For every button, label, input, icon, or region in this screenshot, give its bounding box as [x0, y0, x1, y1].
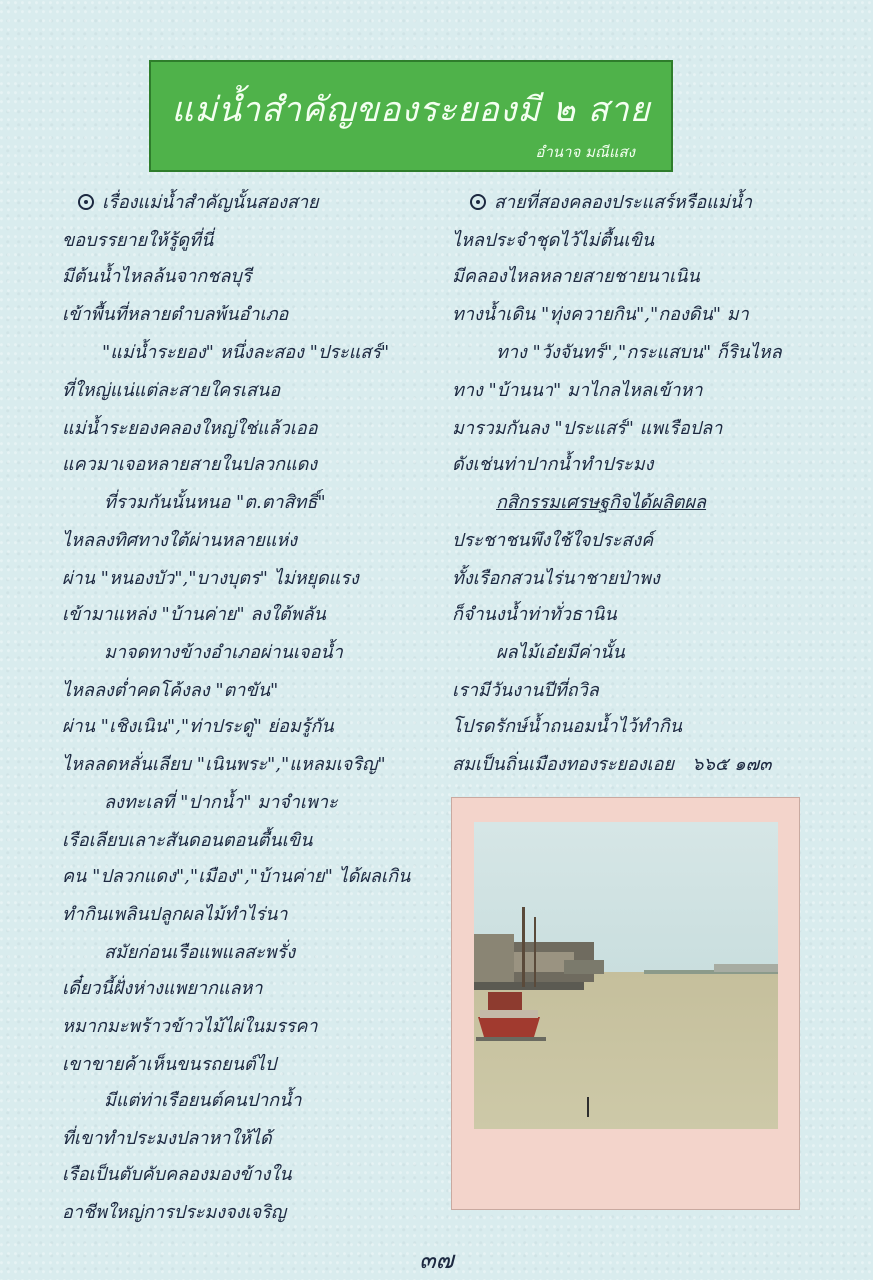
- poem-line: ผลไม้เอ๋ยมีค่านั้น: [496, 642, 625, 663]
- poem-line: แควมาเจอหลายสายในปลวกแดง: [62, 454, 318, 475]
- poem-line: เขาขายค้าเห็นขนรถยนต์ไป: [62, 1054, 277, 1075]
- poem-line: ที่รวมกันนั้นหนอ "ต.ตาสิทธิ์": [104, 492, 326, 513]
- poem-line: สมเป็นถิ่นเมืองทองระยองเอย ๖๖๕ ๑๗๓: [452, 754, 772, 775]
- bullet-icon: [470, 194, 486, 210]
- river-photo: [474, 822, 778, 1129]
- poem-line: ไหลลงต่ำคดโค้งลง "ตาขัน": [62, 680, 279, 701]
- poem-line: ลงทะเลที่ "ปากน้ำ" มาจำเพาะ: [104, 792, 338, 813]
- poem-line: ทั้งเรือกสวนไร่นาชายป่าพง: [452, 568, 660, 589]
- poem-line: มีแต่ท่าเรือยนต์คนปากน้ำ: [104, 1090, 302, 1111]
- poem-line: เรามีวันงานปีที่ถวิล: [452, 680, 599, 701]
- poem-line: มาจดทางข้างอำเภอผ่านเจอน้ำ: [104, 642, 343, 663]
- poem-line: ก็จำนงน้ำท่าทั่วธานิน: [452, 604, 617, 625]
- poem-line: ดังเช่นท่าปากน้ำทำประมง: [452, 454, 654, 475]
- poem-line: มารวมกันลง "ประแสร์" แพเรือปลา: [452, 418, 723, 439]
- author-name: อำนาจ มณีแสง: [535, 143, 635, 161]
- poem-line: กสิกรรมเศรษฐกิจได้ผลิตผล: [496, 492, 707, 513]
- poem-line: แม่น้ำระยองคลองใหญ่ใช่แล้วเออ: [62, 418, 318, 439]
- poem-line: คน "ปลวกแดง","เมือง","บ้านค่าย" ได้ผลเกิน: [62, 866, 411, 887]
- poem-line: ผ่าน "หนองบัว","บางบุตร" ไม่หยุดแรง: [62, 568, 359, 589]
- poem-line: ไหลลดหลั่นเลียบ "เนินพระ","แหลมเจริญ": [62, 754, 386, 775]
- poem-line: เดี๋ยวนี้ฝั่งห่างแพยากแลหา: [62, 978, 263, 999]
- poem-line: ประชาชนพึงใช้ใจประสงค์: [452, 530, 654, 551]
- poem-line: เรื่องแม่น้ำสำคัญนั้นสองสาย: [78, 192, 319, 214]
- photo-frame: [451, 797, 800, 1210]
- poem-line: สมัยก่อนเรือแพแลสะพรั่ง: [104, 942, 296, 963]
- poem-line: อาชีพใหญ่การประมงจงเจริญ: [62, 1202, 287, 1223]
- poem-line: มีคลองไหลหลายสายชายนาเนิน: [452, 266, 700, 287]
- poem-line: ทาง "วังจันทร์","กระแสบน" ก็รินไหล: [496, 342, 782, 363]
- page-title: แม่น้ำสำคัญของระยองมี ๒ สาย: [171, 90, 651, 130]
- poem-line: ที่ใหญ่แน่แต่ละสายใครเสนอ: [62, 380, 281, 401]
- poem-line: ที่เขาทำประมงปลาหาให้ได้: [62, 1128, 272, 1149]
- poem-line: ไหลประจำชุดไว้ไม่ตื้นเขิน: [452, 230, 655, 251]
- poem-line: มีต้นน้ำไหลล้นจากชลบุรี: [62, 266, 252, 287]
- poem-line: โปรดรักษ์น้ำถนอมน้ำไว้ทำกิน: [452, 716, 682, 737]
- poem-line: เข้ามาแหล่ง "บ้านค่าย" ลงใต้พลัน: [62, 604, 326, 625]
- bullet-icon: [78, 194, 94, 210]
- poem-line: ขอบรรยายให้รู้ดูที่นี่: [62, 230, 214, 251]
- poem-line: ทำกินเพลินปลูกผลไม้ทำไร่นา: [62, 904, 288, 925]
- poem-line: เข้าพื้นที่หลายตำบลพ้นอำเภอ: [62, 304, 289, 325]
- page-number: ๓๗: [419, 1246, 454, 1274]
- poem-line: เรือเลียบเลาะสันดอนตอนตื้นเขิน: [62, 830, 313, 851]
- poem-line: เรือเป็นตับคับคลองมองข้างใน: [62, 1164, 292, 1185]
- poem-line: ผ่าน "เชิงเนิน","ท่าประดู่" ย่อมรู้กัน: [62, 716, 334, 737]
- poem-line: ทาง "บ้านนา" มาไกลไหลเข้าหา: [452, 380, 703, 401]
- poem-line: "แม่น้ำระยอง" หนึ่งละสอง "ประแสร์": [102, 342, 390, 363]
- poem-line: หมากมะพร้าวข้าวไม้ไผ่ในมรรคา: [62, 1016, 318, 1037]
- signature: ๖๖๕ ๑๗๓: [692, 754, 772, 775]
- poem-line: สายที่สองคลองประแสร์หรือแม่น้ำ: [470, 192, 752, 214]
- poem-line: ไหลลงทิศทางใต้ผ่านหลายแห่ง: [62, 530, 298, 551]
- poem-line: ทางน้ำเดิน "ทุ่งควายกิน","กองดิน" มา: [452, 304, 749, 325]
- title-banner: [149, 60, 673, 172]
